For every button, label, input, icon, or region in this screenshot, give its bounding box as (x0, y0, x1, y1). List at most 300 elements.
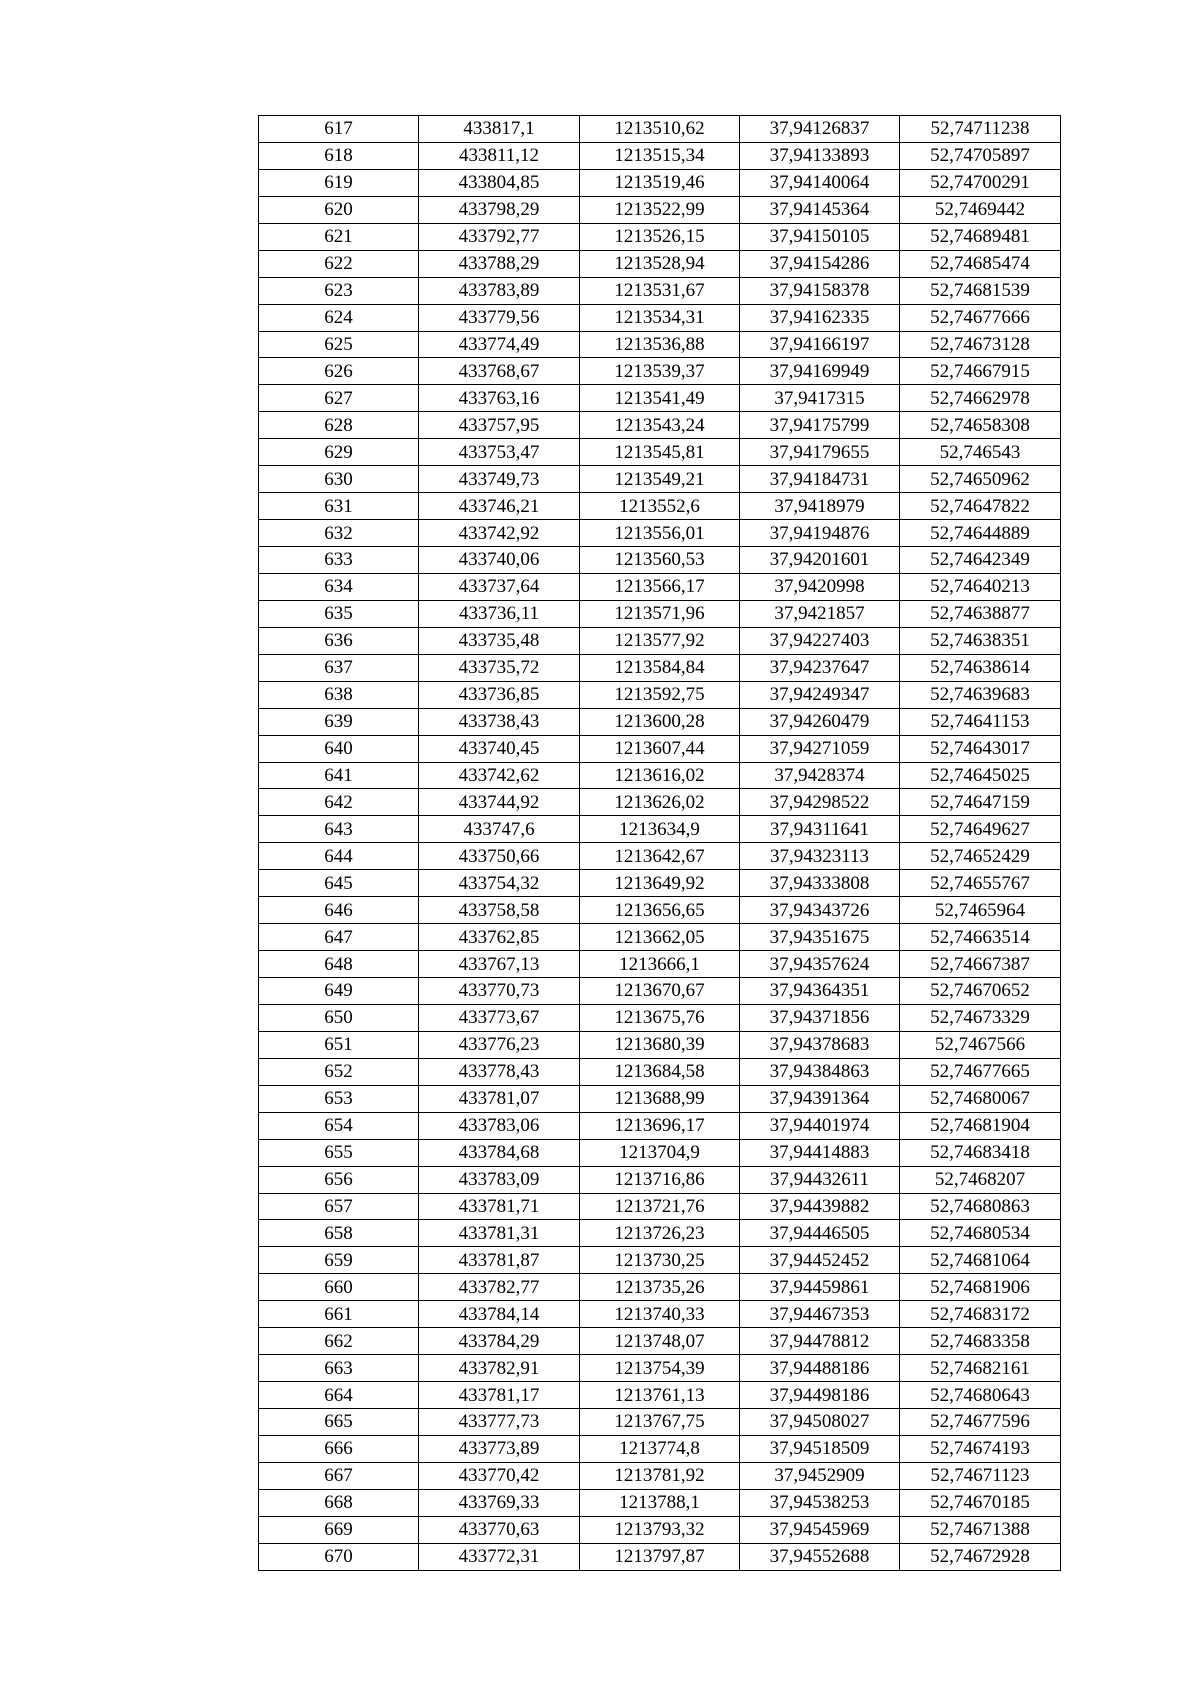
y-coordinate-cell: 1213552,6 (580, 493, 740, 520)
latitude-cell: 52,74662978 (900, 385, 1061, 412)
point-number-cell: 635 (259, 600, 419, 627)
x-coordinate-cell: 433757,95 (419, 412, 580, 439)
point-number-cell: 665 (259, 1409, 419, 1436)
table-row (259, 735, 1061, 762)
latitude-cell: 52,7469442 (900, 196, 1061, 223)
longitude-cell: 37,94184731 (740, 466, 900, 493)
point-number-cell: 640 (259, 735, 419, 762)
latitude-cell: 52,74670185 (900, 1489, 1061, 1516)
y-coordinate-cell: 1213549,21 (580, 466, 740, 493)
x-coordinate-cell: 433742,62 (419, 762, 580, 789)
point-number-cell: 653 (259, 1085, 419, 1112)
point-number-cell: 633 (259, 547, 419, 574)
point-number-cell: 628 (259, 412, 419, 439)
x-coordinate-cell: 433817,1 (419, 116, 580, 143)
latitude-cell: 52,7468207 (900, 1166, 1061, 1193)
x-coordinate-cell: 433783,89 (419, 277, 580, 304)
x-coordinate-cell: 433772,31 (419, 1543, 580, 1570)
x-coordinate-cell: 433736,85 (419, 681, 580, 708)
point-number-cell: 636 (259, 627, 419, 654)
table-row (259, 1516, 1061, 1543)
latitude-cell: 52,74641153 (900, 708, 1061, 735)
table-row (259, 1274, 1061, 1301)
point-number-cell: 641 (259, 762, 419, 789)
table-row (259, 520, 1061, 547)
latitude-cell: 52,74663514 (900, 924, 1061, 951)
y-coordinate-cell: 1213726,23 (580, 1220, 740, 1247)
table-row (259, 1247, 1061, 1274)
table-row (259, 978, 1061, 1005)
latitude-cell: 52,74677596 (900, 1409, 1061, 1436)
point-number-cell: 666 (259, 1435, 419, 1462)
point-number-cell: 623 (259, 277, 419, 304)
y-coordinate-cell: 1213761,13 (580, 1382, 740, 1409)
point-number-cell: 659 (259, 1247, 419, 1274)
y-coordinate-cell: 1213607,44 (580, 735, 740, 762)
longitude-cell: 37,94401974 (740, 1112, 900, 1139)
latitude-cell: 52,74677665 (900, 1058, 1061, 1085)
table-row (259, 1220, 1061, 1247)
longitude-cell: 37,94439882 (740, 1193, 900, 1220)
y-coordinate-cell: 1213767,75 (580, 1409, 740, 1436)
x-coordinate-cell: 433779,56 (419, 304, 580, 331)
y-coordinate-cell: 1213531,67 (580, 277, 740, 304)
table-row (259, 1328, 1061, 1355)
table-row (259, 897, 1061, 924)
longitude-cell: 37,94391364 (740, 1085, 900, 1112)
longitude-cell: 37,94518509 (740, 1435, 900, 1462)
longitude-cell: 37,94150105 (740, 223, 900, 250)
latitude-cell: 52,74681904 (900, 1112, 1061, 1139)
y-coordinate-cell: 1213510,62 (580, 116, 740, 143)
point-number-cell: 651 (259, 1031, 419, 1058)
point-number-cell: 634 (259, 573, 419, 600)
x-coordinate-cell: 433768,67 (419, 358, 580, 385)
x-coordinate-cell: 433773,67 (419, 1004, 580, 1031)
point-number-cell: 617 (259, 116, 419, 143)
table-row (259, 493, 1061, 520)
x-coordinate-cell: 433778,43 (419, 1058, 580, 1085)
x-coordinate-cell: 433781,87 (419, 1247, 580, 1274)
table-row (259, 1031, 1061, 1058)
y-coordinate-cell: 1213721,76 (580, 1193, 740, 1220)
x-coordinate-cell: 433783,06 (419, 1112, 580, 1139)
latitude-cell: 52,74673128 (900, 331, 1061, 358)
table-row (259, 924, 1061, 951)
y-coordinate-cell: 1213688,99 (580, 1085, 740, 1112)
longitude-cell: 37,94298522 (740, 789, 900, 816)
longitude-cell: 37,94140064 (740, 169, 900, 196)
table-row (259, 169, 1061, 196)
longitude-cell: 37,94508027 (740, 1409, 900, 1436)
latitude-cell: 52,74670652 (900, 978, 1061, 1005)
y-coordinate-cell: 1213545,81 (580, 439, 740, 466)
table-row (259, 1004, 1061, 1031)
longitude-cell: 37,94378683 (740, 1031, 900, 1058)
longitude-cell: 37,94545969 (740, 1516, 900, 1543)
longitude-cell: 37,94343726 (740, 897, 900, 924)
x-coordinate-cell: 433770,73 (419, 978, 580, 1005)
longitude-cell: 37,94201601 (740, 547, 900, 574)
longitude-cell: 37,94446505 (740, 1220, 900, 1247)
y-coordinate-cell: 1213735,26 (580, 1274, 740, 1301)
x-coordinate-cell: 433781,17 (419, 1382, 580, 1409)
x-coordinate-cell: 433758,58 (419, 897, 580, 924)
x-coordinate-cell: 433784,68 (419, 1139, 580, 1166)
table-row (259, 789, 1061, 816)
point-number-cell: 622 (259, 250, 419, 277)
table-row (259, 358, 1061, 385)
x-coordinate-cell: 433735,48 (419, 627, 580, 654)
latitude-cell: 52,74652429 (900, 843, 1061, 870)
table-row (259, 1166, 1061, 1193)
longitude-cell: 37,94249347 (740, 681, 900, 708)
y-coordinate-cell: 1213584,84 (580, 654, 740, 681)
table-row (259, 870, 1061, 897)
point-number-cell: 644 (259, 843, 419, 870)
longitude-cell: 37,94384863 (740, 1058, 900, 1085)
table-row (259, 1112, 1061, 1139)
y-coordinate-cell: 1213519,46 (580, 169, 740, 196)
latitude-cell: 52,74650962 (900, 466, 1061, 493)
longitude-cell: 37,94145364 (740, 196, 900, 223)
point-number-cell: 656 (259, 1166, 419, 1193)
point-number-cell: 638 (259, 681, 419, 708)
point-number-cell: 627 (259, 385, 419, 412)
y-coordinate-cell: 1213528,94 (580, 250, 740, 277)
x-coordinate-cell: 433763,16 (419, 385, 580, 412)
y-coordinate-cell: 1213556,01 (580, 520, 740, 547)
x-coordinate-cell: 433781,07 (419, 1085, 580, 1112)
table-row (259, 627, 1061, 654)
latitude-cell: 52,74647159 (900, 789, 1061, 816)
y-coordinate-cell: 1213616,02 (580, 762, 740, 789)
longitude-cell: 37,9417315 (740, 385, 900, 412)
latitude-cell: 52,74682161 (900, 1355, 1061, 1382)
x-coordinate-cell: 433738,43 (419, 708, 580, 735)
latitude-cell: 52,74683358 (900, 1328, 1061, 1355)
latitude-cell: 52,74680067 (900, 1085, 1061, 1112)
y-coordinate-cell: 1213526,15 (580, 223, 740, 250)
y-coordinate-cell: 1213781,92 (580, 1462, 740, 1489)
point-number-cell: 626 (259, 358, 419, 385)
x-coordinate-cell: 433798,29 (419, 196, 580, 223)
y-coordinate-cell: 1213696,17 (580, 1112, 740, 1139)
x-coordinate-cell: 433784,14 (419, 1301, 580, 1328)
longitude-cell: 37,94260479 (740, 708, 900, 735)
x-coordinate-cell: 433782,91 (419, 1355, 580, 1382)
table-row (259, 1058, 1061, 1085)
point-number-cell: 630 (259, 466, 419, 493)
longitude-cell: 37,94175799 (740, 412, 900, 439)
x-coordinate-cell: 433792,77 (419, 223, 580, 250)
y-coordinate-cell: 1213642,67 (580, 843, 740, 870)
y-coordinate-cell: 1213536,88 (580, 331, 740, 358)
x-coordinate-cell: 433754,32 (419, 870, 580, 897)
longitude-cell: 37,94552688 (740, 1543, 900, 1570)
table-row (259, 142, 1061, 169)
table-row (259, 1301, 1061, 1328)
y-coordinate-cell: 1213626,02 (580, 789, 740, 816)
latitude-cell: 52,74640213 (900, 573, 1061, 600)
x-coordinate-cell: 433781,71 (419, 1193, 580, 1220)
longitude-cell: 37,94478812 (740, 1328, 900, 1355)
point-number-cell: 660 (259, 1274, 419, 1301)
latitude-cell: 52,74643017 (900, 735, 1061, 762)
y-coordinate-cell: 1213600,28 (580, 708, 740, 735)
point-number-cell: 646 (259, 897, 419, 924)
y-coordinate-cell: 1213680,39 (580, 1031, 740, 1058)
longitude-cell: 37,94538253 (740, 1489, 900, 1516)
point-number-cell: 620 (259, 196, 419, 223)
y-coordinate-cell: 1213740,33 (580, 1301, 740, 1328)
y-coordinate-cell: 1213754,39 (580, 1355, 740, 1382)
table-row (259, 951, 1061, 978)
x-coordinate-cell: 433784,29 (419, 1328, 580, 1355)
table-row (259, 223, 1061, 250)
latitude-cell: 52,74638614 (900, 654, 1061, 681)
y-coordinate-cell: 1213774,8 (580, 1435, 740, 1462)
latitude-cell: 52,74674193 (900, 1435, 1061, 1462)
y-coordinate-cell: 1213656,65 (580, 897, 740, 924)
table-row (259, 1355, 1061, 1382)
longitude-cell: 37,94357624 (740, 951, 900, 978)
latitude-cell: 52,74683172 (900, 1301, 1061, 1328)
longitude-cell: 37,94467353 (740, 1301, 900, 1328)
latitude-cell: 52,74689481 (900, 223, 1061, 250)
longitude-cell: 37,94237647 (740, 654, 900, 681)
latitude-cell: 52,74671123 (900, 1462, 1061, 1489)
table-row (259, 1435, 1061, 1462)
longitude-cell: 37,94432611 (740, 1166, 900, 1193)
point-number-cell: 655 (259, 1139, 419, 1166)
longitude-cell: 37,94323113 (740, 843, 900, 870)
x-coordinate-cell: 433740,06 (419, 547, 580, 574)
point-number-cell: 639 (259, 708, 419, 735)
point-number-cell: 654 (259, 1112, 419, 1139)
table-row (259, 1543, 1061, 1570)
table-row (259, 196, 1061, 223)
longitude-cell: 37,94158378 (740, 277, 900, 304)
y-coordinate-cell: 1213560,53 (580, 547, 740, 574)
table-row (259, 681, 1061, 708)
y-coordinate-cell: 1213541,49 (580, 385, 740, 412)
y-coordinate-cell: 1213748,07 (580, 1328, 740, 1355)
table-row (259, 1462, 1061, 1489)
x-coordinate-cell: 433749,73 (419, 466, 580, 493)
y-coordinate-cell: 1213670,67 (580, 978, 740, 1005)
y-coordinate-cell: 1213634,9 (580, 816, 740, 843)
point-number-cell: 625 (259, 331, 419, 358)
y-coordinate-cell: 1213684,58 (580, 1058, 740, 1085)
table-row (259, 250, 1061, 277)
longitude-cell: 37,94154286 (740, 250, 900, 277)
latitude-cell: 52,7465964 (900, 897, 1061, 924)
x-coordinate-cell: 433811,12 (419, 142, 580, 169)
y-coordinate-cell: 1213793,32 (580, 1516, 740, 1543)
longitude-cell: 37,94179655 (740, 439, 900, 466)
y-coordinate-cell: 1213534,31 (580, 304, 740, 331)
point-number-cell: 669 (259, 1516, 419, 1543)
x-coordinate-cell: 433770,42 (419, 1462, 580, 1489)
table-row (259, 816, 1061, 843)
table-row (259, 116, 1061, 143)
latitude-cell: 52,74667387 (900, 951, 1061, 978)
point-number-cell: 619 (259, 169, 419, 196)
latitude-cell: 52,74677666 (900, 304, 1061, 331)
x-coordinate-cell: 433737,64 (419, 573, 580, 600)
x-coordinate-cell: 433773,89 (419, 1435, 580, 1462)
y-coordinate-cell: 1213539,37 (580, 358, 740, 385)
latitude-cell: 52,74680643 (900, 1382, 1061, 1409)
latitude-cell: 52,74685474 (900, 250, 1061, 277)
longitude-cell: 37,9452909 (740, 1462, 900, 1489)
y-coordinate-cell: 1213662,05 (580, 924, 740, 951)
latitude-cell: 52,746543 (900, 439, 1061, 466)
point-number-cell: 643 (259, 816, 419, 843)
x-coordinate-cell: 433770,63 (419, 1516, 580, 1543)
point-number-cell: 658 (259, 1220, 419, 1247)
longitude-cell: 37,94333808 (740, 870, 900, 897)
x-coordinate-cell: 433783,09 (419, 1166, 580, 1193)
point-number-cell: 657 (259, 1193, 419, 1220)
x-coordinate-cell: 433776,23 (419, 1031, 580, 1058)
x-coordinate-cell: 433746,21 (419, 493, 580, 520)
coordinate-table (258, 115, 1061, 1571)
point-number-cell: 668 (259, 1489, 419, 1516)
y-coordinate-cell: 1213577,92 (580, 627, 740, 654)
x-coordinate-cell: 433788,29 (419, 250, 580, 277)
point-number-cell: 621 (259, 223, 419, 250)
longitude-cell: 37,94364351 (740, 978, 900, 1005)
latitude-cell: 52,74638351 (900, 627, 1061, 654)
x-coordinate-cell: 433735,72 (419, 654, 580, 681)
latitude-cell: 52,74681539 (900, 277, 1061, 304)
y-coordinate-cell: 1213730,25 (580, 1247, 740, 1274)
point-number-cell: 650 (259, 1004, 419, 1031)
latitude-cell: 52,74681906 (900, 1274, 1061, 1301)
latitude-cell: 52,74681064 (900, 1247, 1061, 1274)
table-row (259, 277, 1061, 304)
point-number-cell: 649 (259, 978, 419, 1005)
point-number-cell: 664 (259, 1382, 419, 1409)
latitude-cell: 52,74647822 (900, 493, 1061, 520)
table-row (259, 1139, 1061, 1166)
latitude-cell: 52,74700291 (900, 169, 1061, 196)
point-number-cell: 624 (259, 304, 419, 331)
x-coordinate-cell: 433769,33 (419, 1489, 580, 1516)
longitude-cell: 37,94459861 (740, 1274, 900, 1301)
longitude-cell: 37,94126837 (740, 116, 900, 143)
latitude-cell: 52,74673329 (900, 1004, 1061, 1031)
latitude-cell: 52,74645025 (900, 762, 1061, 789)
longitude-cell: 37,94414883 (740, 1139, 900, 1166)
longitude-cell: 37,94227403 (740, 627, 900, 654)
point-number-cell: 670 (259, 1543, 419, 1570)
table-row (259, 1489, 1061, 1516)
latitude-cell: 52,74642349 (900, 547, 1061, 574)
x-coordinate-cell: 433762,85 (419, 924, 580, 951)
y-coordinate-cell: 1213797,87 (580, 1543, 740, 1570)
point-number-cell: 652 (259, 1058, 419, 1085)
table-row (259, 466, 1061, 493)
latitude-cell: 52,74683418 (900, 1139, 1061, 1166)
point-number-cell: 648 (259, 951, 419, 978)
y-coordinate-cell: 1213592,75 (580, 681, 740, 708)
longitude-cell: 37,94488186 (740, 1355, 900, 1382)
y-coordinate-cell: 1213522,99 (580, 196, 740, 223)
latitude-cell: 52,7467566 (900, 1031, 1061, 1058)
latitude-cell: 52,74711238 (900, 116, 1061, 143)
latitude-cell: 52,74680863 (900, 1193, 1061, 1220)
latitude-cell: 52,74655767 (900, 870, 1061, 897)
x-coordinate-cell: 433777,73 (419, 1409, 580, 1436)
table-row (259, 843, 1061, 870)
point-number-cell: 662 (259, 1328, 419, 1355)
x-coordinate-cell: 433742,92 (419, 520, 580, 547)
coordinate-table-body (259, 116, 1061, 1571)
longitude-cell: 37,94311641 (740, 816, 900, 843)
longitude-cell: 37,94166197 (740, 331, 900, 358)
longitude-cell: 37,9418979 (740, 493, 900, 520)
latitude-cell: 52,74644889 (900, 520, 1061, 547)
x-coordinate-cell: 433767,13 (419, 951, 580, 978)
table-row (259, 1085, 1061, 1112)
table-row (259, 412, 1061, 439)
latitude-cell: 52,74671388 (900, 1516, 1061, 1543)
table-row (259, 1409, 1061, 1436)
y-coordinate-cell: 1213543,24 (580, 412, 740, 439)
point-number-cell: 631 (259, 493, 419, 520)
table-row (259, 331, 1061, 358)
point-number-cell: 629 (259, 439, 419, 466)
latitude-cell: 52,74639683 (900, 681, 1061, 708)
table-row (259, 762, 1061, 789)
point-number-cell: 645 (259, 870, 419, 897)
x-coordinate-cell: 433782,77 (419, 1274, 580, 1301)
latitude-cell: 52,74658308 (900, 412, 1061, 439)
longitude-cell: 37,94169949 (740, 358, 900, 385)
longitude-cell: 37,94498186 (740, 1382, 900, 1409)
point-number-cell: 637 (259, 654, 419, 681)
y-coordinate-cell: 1213649,92 (580, 870, 740, 897)
longitude-cell: 37,94351675 (740, 924, 900, 951)
latitude-cell: 52,74649627 (900, 816, 1061, 843)
longitude-cell: 37,94133893 (740, 142, 900, 169)
y-coordinate-cell: 1213515,34 (580, 142, 740, 169)
table-row (259, 304, 1061, 331)
x-coordinate-cell: 433753,47 (419, 439, 580, 466)
table-row (259, 573, 1061, 600)
point-number-cell: 661 (259, 1301, 419, 1328)
x-coordinate-cell: 433804,85 (419, 169, 580, 196)
longitude-cell: 37,94162335 (740, 304, 900, 331)
latitude-cell: 52,74638877 (900, 600, 1061, 627)
table-row (259, 654, 1061, 681)
table-row (259, 385, 1061, 412)
longitude-cell: 37,9428374 (740, 762, 900, 789)
point-number-cell: 642 (259, 789, 419, 816)
table-row (259, 439, 1061, 466)
x-coordinate-cell: 433736,11 (419, 600, 580, 627)
x-coordinate-cell: 433740,45 (419, 735, 580, 762)
y-coordinate-cell: 1213666,1 (580, 951, 740, 978)
table-row (259, 1382, 1061, 1409)
x-coordinate-cell: 433774,49 (419, 331, 580, 358)
point-number-cell: 667 (259, 1462, 419, 1489)
x-coordinate-cell: 433744,92 (419, 789, 580, 816)
point-number-cell: 632 (259, 520, 419, 547)
